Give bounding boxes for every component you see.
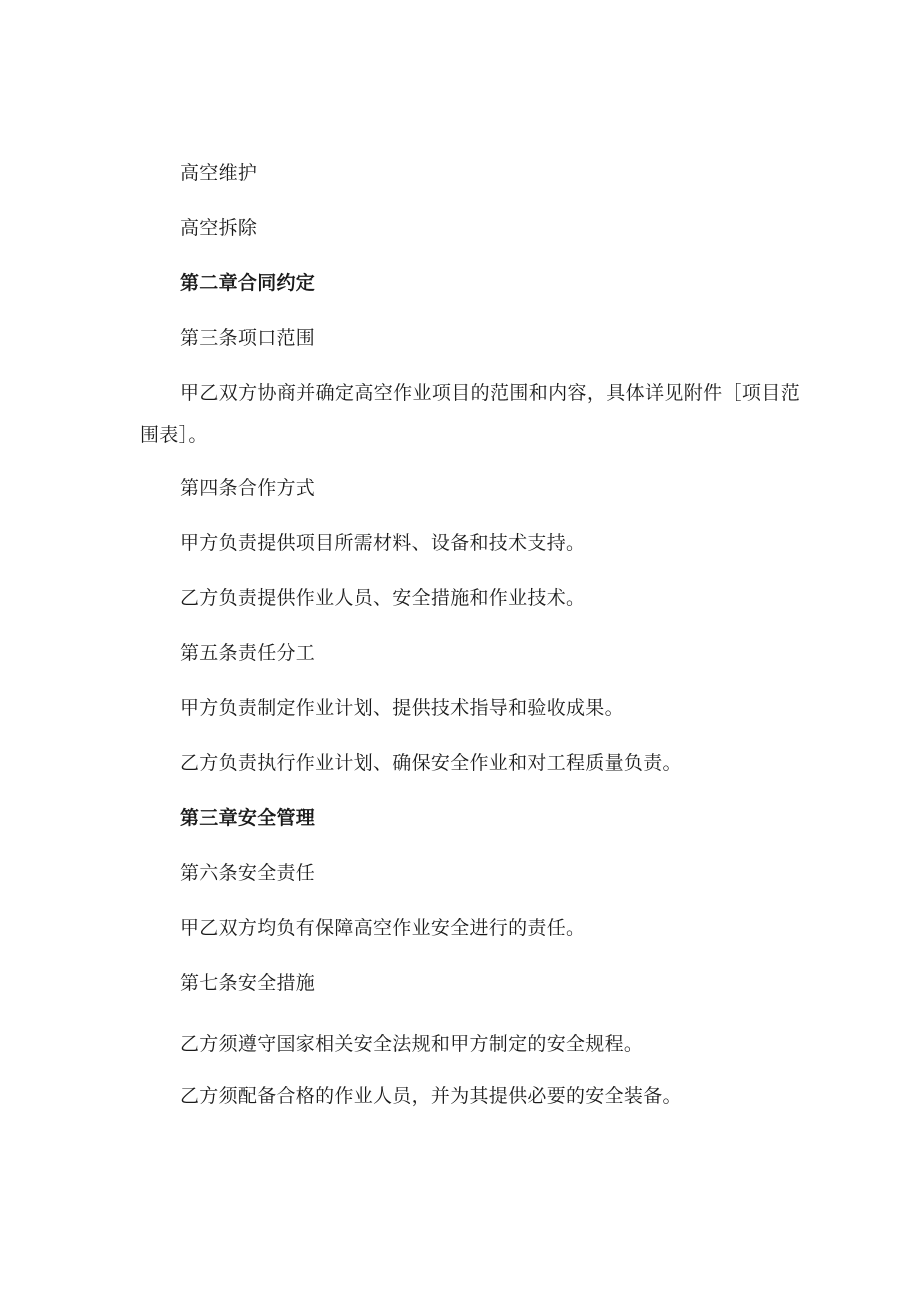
- chapter-heading-safety-management: 第三章安全管理: [180, 807, 316, 829]
- article-heading-cooperation-method: 第四条合作方式: [180, 477, 316, 499]
- paragraph-party-a-responsibility: 甲方负责制定作业计划、提供技术指导和验收成果。: [180, 697, 624, 719]
- list-item-high-altitude-demolition: 高空拆除: [180, 217, 258, 239]
- paragraph-party-b-responsibility: 乙方负责执行作业计划、确保安全作业和对工程质量负责。: [180, 752, 682, 774]
- paragraph-party-b-provides: 乙方负责提供作业人员、安全措施和作业技术。: [180, 587, 586, 609]
- article-heading-safety-responsibility: 第六条安全责任: [180, 862, 316, 884]
- paragraph-party-a-provides: 甲方负责提供项目所需材料、设备和技术支持。: [180, 532, 586, 554]
- article-heading-project-scope: 第三条项口范围: [180, 327, 316, 349]
- article-heading-responsibility-division: 第五条责任分工: [180, 642, 316, 664]
- chapter-heading-contract-terms: 第二章合同约定: [180, 272, 316, 294]
- paragraph-shared-safety-responsibility: 甲乙双方均负有保障高空作业安全进行的责任。: [180, 917, 586, 939]
- paragraph-qualified-personnel: 乙方须配备合格的作业人员，并为其提供必要的安全装备。: [180, 1085, 682, 1107]
- paragraph-comply-safety-regulations: 乙方须遵守国家相关安全法规和甲方制定的安全规程。: [180, 1033, 644, 1055]
- article-heading-safety-measures: 第七条安全措施: [180, 972, 316, 994]
- list-item-high-altitude-maintenance: 高空维护: [180, 162, 258, 184]
- paragraph-project-scope: 甲乙双方协商并确定高空作业项目的范围和内容，具体详见附件［项目范围表］。: [140, 382, 800, 446]
